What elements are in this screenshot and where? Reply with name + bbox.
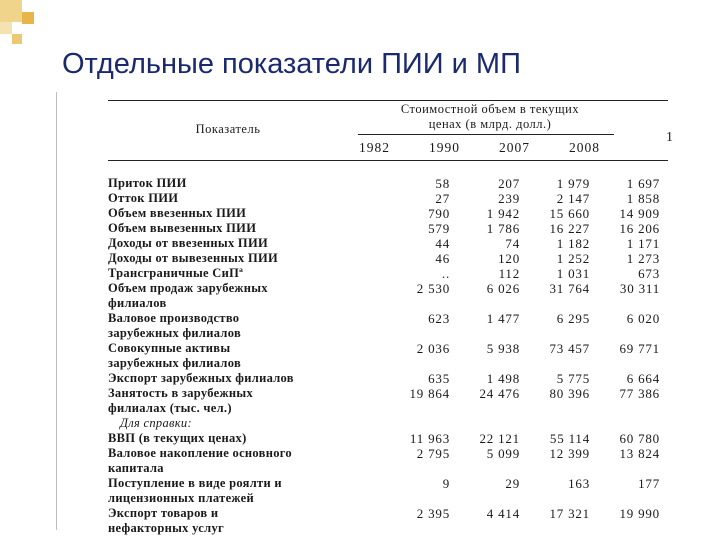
cell-value: 623 xyxy=(428,311,450,326)
table-row xyxy=(108,476,660,491)
cell-value xyxy=(380,356,450,371)
cell-value: 77 386 xyxy=(619,386,660,401)
decor-square xyxy=(0,22,12,34)
cell-value: 1 858 xyxy=(626,191,660,206)
year-header: 2008 xyxy=(569,140,600,155)
cell-value: 5 775 xyxy=(556,371,590,386)
cell-value: 74 xyxy=(505,236,520,251)
cell-value: 22 121 xyxy=(479,431,520,446)
cell-value xyxy=(590,416,660,431)
cell-value xyxy=(520,491,590,506)
row-label: Доходы от вывезенных ПИИ xyxy=(108,251,279,265)
row-label: Объем вывезенных ПИИ xyxy=(108,221,257,235)
cell-value: 6 026 xyxy=(486,281,520,296)
table-row xyxy=(108,341,660,356)
cell-value: 13 824 xyxy=(619,446,660,461)
table-row xyxy=(108,431,660,446)
cell-value: 60 780 xyxy=(619,431,660,446)
year-header: 1982 xyxy=(359,140,390,155)
cell-value: 4 414 xyxy=(486,506,520,521)
row-label: Экспорт зарубежных филиалов xyxy=(108,371,294,385)
row-label: зарубежных филиалов xyxy=(108,356,242,370)
decor-square xyxy=(12,34,22,44)
cell-value: 1 942 xyxy=(486,206,520,221)
header-group-rule xyxy=(358,134,614,135)
slide-title: Отдельные показатели ПИИ и МП xyxy=(62,48,521,80)
cell-value xyxy=(520,416,590,431)
header-group-line2: ценах (в млрд. долл.) xyxy=(428,117,552,131)
cell-value: 1 031 xyxy=(556,266,590,281)
cell-value xyxy=(520,401,590,416)
cell-value: 2 147 xyxy=(556,191,590,206)
cell-value: .. xyxy=(441,266,450,281)
cell-value: 55 114 xyxy=(549,431,590,446)
table-row xyxy=(108,506,660,521)
table-row xyxy=(108,491,660,506)
cell-value xyxy=(590,296,660,311)
cell-value: 31 764 xyxy=(549,281,590,296)
cell-value xyxy=(590,356,660,371)
cell-value: 14 909 xyxy=(619,206,660,221)
row-label: Приток ПИИ xyxy=(108,176,187,190)
row-label: нефакторных услуг xyxy=(108,521,224,535)
year-header: 2007 xyxy=(499,140,530,155)
cell-value xyxy=(450,356,520,371)
cell-value: 2 395 xyxy=(416,506,450,521)
row-label: Для справки: xyxy=(120,416,192,430)
cell-value: 17 321 xyxy=(549,506,590,521)
row-label: Экспорт товаров и xyxy=(108,506,219,520)
cell-value xyxy=(590,401,660,416)
table-row xyxy=(108,386,660,401)
table-row xyxy=(108,311,660,326)
cell-value: 1 182 xyxy=(556,236,590,251)
cell-value xyxy=(520,296,590,311)
cell-value: 112 xyxy=(498,266,520,281)
cell-value: 24 476 xyxy=(479,386,520,401)
cell-value: 579 xyxy=(428,221,450,236)
cell-value xyxy=(520,356,590,371)
cell-value xyxy=(380,401,450,416)
row-label: Доходы от ввезенных ПИИ xyxy=(108,236,268,250)
cell-value xyxy=(380,491,450,506)
row-label: Объем продаж зарубежных xyxy=(108,281,268,295)
cell-value: 1 697 xyxy=(626,176,660,191)
table-scan xyxy=(108,100,673,535)
cell-value: 1 171 xyxy=(626,236,660,251)
row-label: Совокупные активы xyxy=(108,341,231,355)
table-row xyxy=(108,266,660,281)
cell-value: 207 xyxy=(498,176,520,191)
table-row xyxy=(108,461,660,476)
cell-value xyxy=(450,416,520,431)
row-label: капитала xyxy=(108,461,164,475)
cell-value: 69 771 xyxy=(619,341,660,356)
cell-value: 58 xyxy=(435,176,450,191)
cell-value: 29 xyxy=(505,476,520,491)
cell-value: 2 036 xyxy=(416,341,450,356)
table-row xyxy=(108,356,660,371)
cell-value xyxy=(520,461,590,476)
cell-value: 6 295 xyxy=(556,311,590,326)
row-label: лицензионных платежей xyxy=(108,491,254,505)
cell-value: 80 396 xyxy=(549,386,590,401)
cell-value: 120 xyxy=(498,251,520,266)
stray-mark: 1 xyxy=(666,130,673,145)
decor-square xyxy=(0,0,22,22)
row-label: филиалов xyxy=(108,296,167,310)
cell-value: 16 227 xyxy=(549,221,590,236)
cell-value xyxy=(380,416,450,431)
table-row xyxy=(108,206,660,221)
header-bottom-rule xyxy=(108,160,668,161)
cell-value: 673 xyxy=(638,266,660,281)
year-header: 1990 xyxy=(429,140,460,155)
cell-value: 73 457 xyxy=(549,341,590,356)
slide-divider xyxy=(56,92,57,530)
table-row xyxy=(108,326,660,341)
cell-value: 1 273 xyxy=(626,251,660,266)
cell-value: 6 664 xyxy=(626,371,660,386)
cell-value xyxy=(450,326,520,341)
row-label: Отток ПИИ xyxy=(108,191,179,205)
table-row xyxy=(108,401,660,416)
cell-value xyxy=(450,461,520,476)
cell-value xyxy=(520,521,590,536)
cell-value xyxy=(590,326,660,341)
cell-value: 6 020 xyxy=(626,311,660,326)
cell-value xyxy=(380,326,450,341)
row-label: Объем ввезенных ПИИ xyxy=(108,206,247,220)
row-label: Трансграничные СиПª xyxy=(108,266,244,280)
decor-square xyxy=(22,12,34,24)
table-row xyxy=(108,446,660,461)
row-label: ВВП (в текущих ценах) xyxy=(108,431,247,445)
cell-value: 27 xyxy=(435,191,450,206)
cell-value: 44 xyxy=(435,236,450,251)
cell-value: 1 252 xyxy=(556,251,590,266)
cell-value: 19 864 xyxy=(409,386,450,401)
cell-value: 30 311 xyxy=(619,281,660,296)
cell-value: 1 498 xyxy=(486,371,520,386)
row-label: Валовое производство xyxy=(108,311,240,325)
cell-value: 5 099 xyxy=(486,446,520,461)
table-row xyxy=(108,191,660,206)
cell-value: 163 xyxy=(568,476,590,491)
header-group-line1: Стоимостной объем в текущих xyxy=(400,102,580,116)
cell-value xyxy=(450,401,520,416)
table-row xyxy=(108,251,660,266)
header-indicator: Показатель xyxy=(195,122,261,136)
row-label: филиалах (тыс. чел.) xyxy=(108,401,232,415)
cell-value: 16 206 xyxy=(619,221,660,236)
cell-value xyxy=(450,491,520,506)
cell-value: 15 660 xyxy=(549,206,590,221)
cell-value: 1 979 xyxy=(556,176,590,191)
row-label: Занятость в зарубежных xyxy=(108,386,253,400)
table-row xyxy=(108,416,660,431)
table-row xyxy=(108,371,660,386)
cell-value: 12 399 xyxy=(549,446,590,461)
cell-value: 11 963 xyxy=(409,431,450,446)
cell-value: 5 938 xyxy=(486,341,520,356)
row-label: Валовое накопление основного xyxy=(108,446,292,460)
cell-value xyxy=(590,491,660,506)
cell-value: 46 xyxy=(435,251,450,266)
cell-value: 790 xyxy=(428,206,450,221)
cell-value xyxy=(590,521,660,536)
cell-value xyxy=(380,461,450,476)
cell-value: 2 530 xyxy=(416,281,450,296)
table-row xyxy=(108,296,660,311)
table-row xyxy=(108,176,660,191)
cell-value xyxy=(450,296,520,311)
cell-value: 19 990 xyxy=(619,506,660,521)
table-row xyxy=(108,221,660,236)
cell-value: 177 xyxy=(638,476,660,491)
cell-value: 1 786 xyxy=(486,221,520,236)
cell-value: 239 xyxy=(498,191,520,206)
cell-value: 9 xyxy=(442,476,450,491)
cell-value xyxy=(590,461,660,476)
cell-value: 2 795 xyxy=(416,446,450,461)
data-table xyxy=(108,176,660,536)
table-row xyxy=(108,236,660,251)
cell-value xyxy=(450,521,520,536)
cell-value: 1 477 xyxy=(486,311,520,326)
table-row xyxy=(108,281,660,296)
cell-value: 635 xyxy=(428,371,450,386)
table-row xyxy=(108,521,660,536)
cell-value xyxy=(520,326,590,341)
cell-value xyxy=(380,521,450,536)
row-label: зарубежных филиалов xyxy=(108,326,242,340)
row-label: Поступление в виде роялти и xyxy=(108,476,282,490)
cell-value xyxy=(380,296,450,311)
table-top-rule xyxy=(108,100,668,101)
